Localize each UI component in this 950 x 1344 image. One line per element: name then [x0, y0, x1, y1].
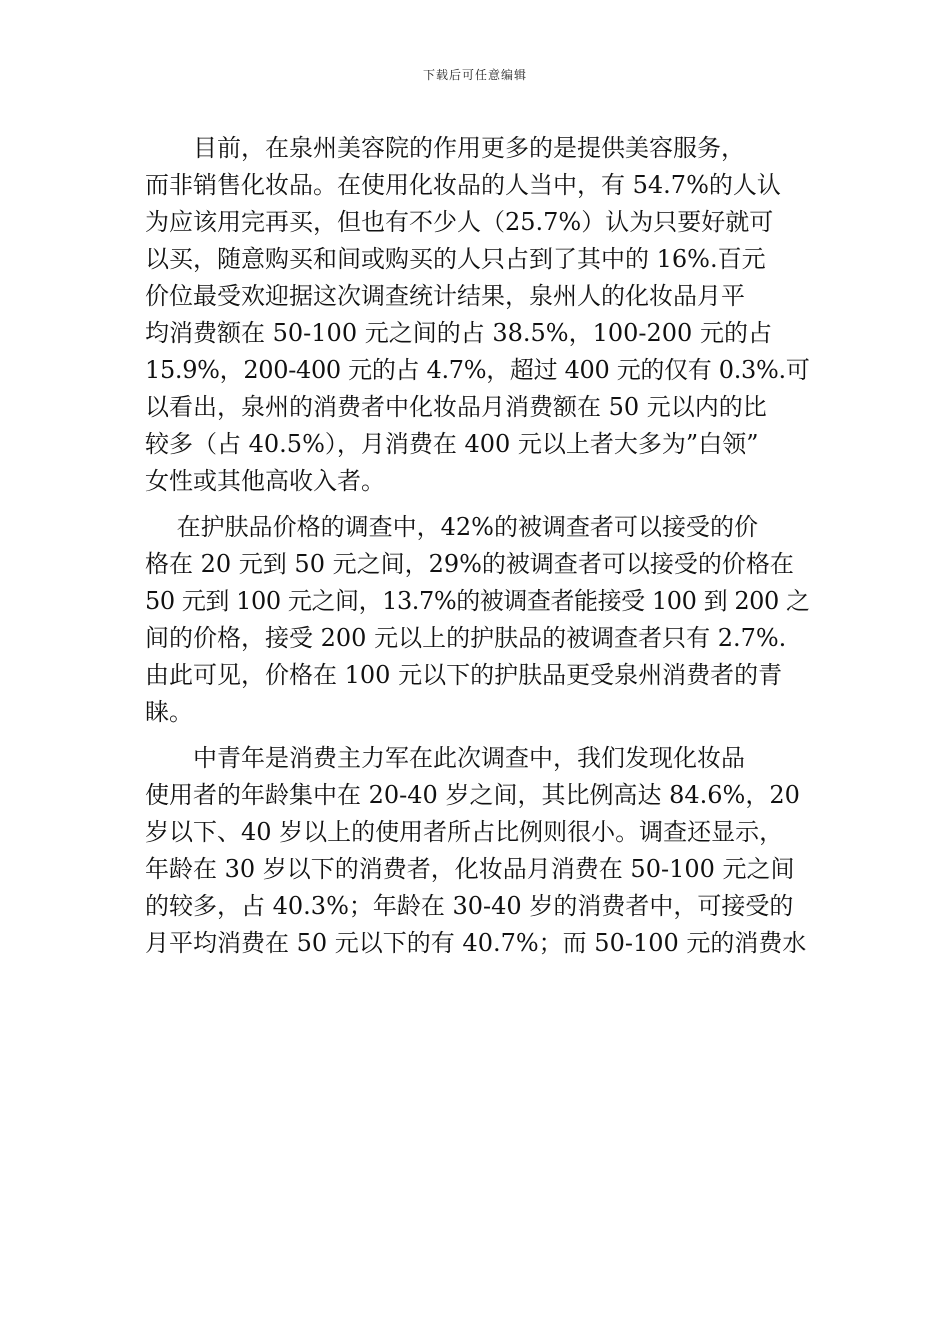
- text-line: 格在 20 元到 50 元之间，29%的被调查者可以接受的价格在: [145, 550, 794, 578]
- text-line: 为应该用完再买，但也有不少人（25.7%）认为只要好就可: [145, 208, 774, 236]
- text-line: 间的价格，接受 200 元以上的护肤品的被调查者只有 2.7%.: [145, 624, 787, 652]
- paragraph-skincare-price: [145, 509, 810, 731]
- text-line: 由此可见，价格在 100 元以下的护肤品更受泉州消费者的青: [145, 661, 783, 689]
- text-line: 年龄在 30 岁以下的消费者，化妆品月消费在 50-100 元之间: [145, 855, 795, 883]
- document-body: [145, 130, 810, 962]
- text-line: 在护肤品价格的调查中，42%的被调查者可以接受的价: [145, 513, 758, 541]
- text-line: 50 元到 100 元之间，13.7%的被调查者能接受 100 到 200 之: [145, 587, 810, 615]
- text-line: 较多（占 40.5%），月消费在 400 元以上者大多为”白领”: [145, 430, 759, 458]
- text-line: 以看出，泉州的消费者中化妆品月消费额在 50 元以内的比: [145, 393, 767, 421]
- text-line: 使用者的年龄集中在 20-40 岁之间，其比例高达 84.6%，20: [145, 781, 800, 809]
- text-line: 的较多，占 40.3%；年龄在 30-40 岁的消费者中，可接受的: [145, 892, 794, 920]
- text-line: 月平均消费在 50 元以下的有 40.7%；而 50-100 元的消费水: [145, 929, 807, 957]
- text-line: 而非销售化妆品。在使用化妆品的人当中，有 54.7%的人认: [145, 171, 781, 199]
- text-line: 目前，在泉州美容院的作用更多的是提供美容服务，: [145, 134, 745, 162]
- text-line: 价位最受欢迎据这次调查统计结果，泉州人的化妆品月平: [145, 282, 745, 310]
- paragraph-age-groups: [145, 740, 810, 962]
- text-line: 以买，随意购买和间或购买的人只占到了其中的 16%.百元: [145, 245, 766, 273]
- paragraph-beauty-salon: [145, 130, 810, 500]
- text-line: 女性或其他高收入者。: [145, 467, 385, 495]
- page-header: 下载后可任意编辑: [422, 68, 527, 82]
- text-line: 睐。: [145, 698, 193, 726]
- text-line: 15.9%，200-400 元的占 4.7%，超过 400 元的仅有 0.3%.可: [145, 356, 810, 384]
- text-line: 岁以下、40 岁以上的使用者所占比例则很小。调查还显示，: [145, 818, 784, 846]
- text-line: 均消费额在 50-100 元之间的占 38.5%，100-200 元的占: [145, 319, 772, 347]
- text-line: 中青年是消费主力军在此次调查中，我们发现化妆品: [145, 744, 745, 772]
